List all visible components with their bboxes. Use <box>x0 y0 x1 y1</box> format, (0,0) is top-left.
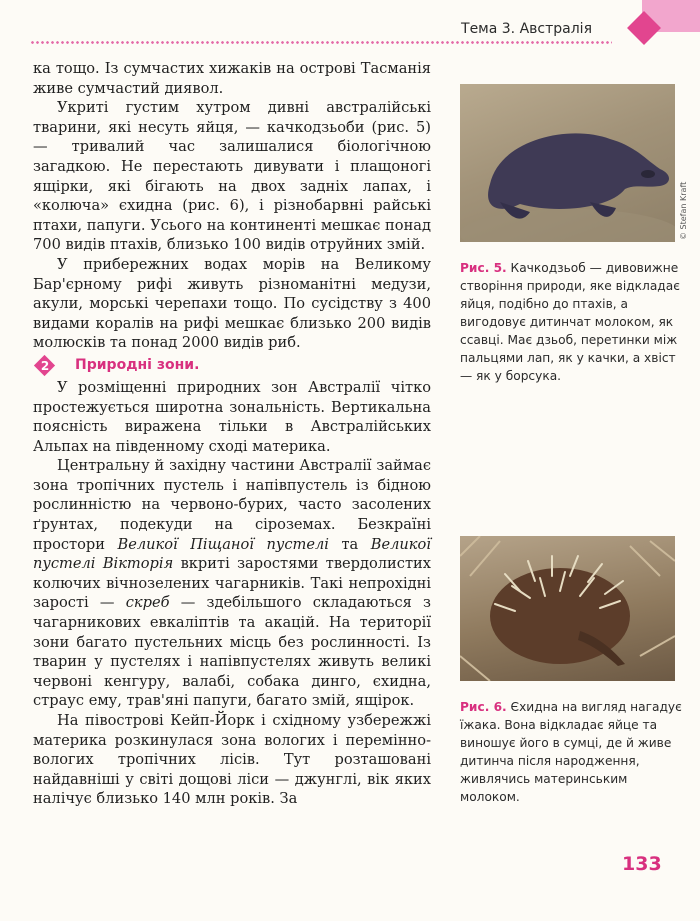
text-run: вкриті заростями твердолистих колючих вічнозелених чагарників. Такі непрохідні зарості — <box>33 555 431 612</box>
paragraph: На півострові Кейп-Йорк і східному узбережжі материка розкинулася зона вологих і перемінно-вологих тропічних лісів. Тут розташовані найдавніші у світі дощові ліси — джунглі, вік яких налічує близько 140 млн років. За <box>33 712 431 808</box>
text-run: Центральну й західну частини Австралії займає зона тропічних пустель і напівпустель із бідною рослинністю на червоно-бурих, часто засолених ґрунтах, подекуди на сіроземах. Безкраїні простори <box>33 457 431 553</box>
paragraph: У прибережних водах морів на Великому Бар'єрному рифі живуть різноманітні медузи, акули, морські черепахи тощо. По сусідству з 400 видами коралів на рифі мешкає близько 200 видів молюсків та понад 2000 видів риб. <box>33 255 431 352</box>
topic-title: Тема 3. Австралія <box>461 21 592 37</box>
italic-term: Великої пустелі Вікторія <box>33 535 431 573</box>
section-number-badge <box>35 356 55 376</box>
text-run: — здебільшого складаються з чагарникових евкаліптів та акацій. На території зони багато пустельних місць без рослинності. Із тварин у пустелях і напівпустелях живуть великі червоні кенгуру, валабі, собака динго, єхидна, страус ему, трав'яні папуги, багато змій, ящірок. <box>33 594 432 710</box>
figure-label: Рис. 5. <box>460 261 507 275</box>
page-number: 133 <box>622 853 662 875</box>
main-text-column <box>33 59 431 809</box>
paragraph <box>33 456 431 711</box>
paragraph: У розміщенні природних зон Австралії чітко простежується широтна зональність. Вертикальна поясність виражена тільки в Австралійських Альпах на південному сході материка. <box>33 378 431 455</box>
photo-credit: © Stefan Kraft <box>679 181 688 240</box>
echidna-photo <box>460 536 675 681</box>
page-header <box>0 0 700 52</box>
platypus-image <box>460 84 675 242</box>
platypus-photo <box>460 84 675 242</box>
italic-term: Великої Піщаної пустелі <box>117 535 329 553</box>
dotted-rule <box>30 40 612 45</box>
caption-text: Качкодзьоб — дивовижне створіння природи, яке відкладає яйця, подібно до птахів, а вигодовує дитинчат молоком, як ссавці. Має дзьоб, перетинки між пальцями лап, як у качки, а хвіст — як у борсука. <box>460 261 680 383</box>
section-number: 2 <box>40 358 50 373</box>
text-run: та <box>328 535 371 553</box>
section-heading <box>33 355 431 377</box>
paragraph: ка тощо. Із сумчастих хижаків на острові Тасманія живе сумчастий диявол. <box>33 60 431 97</box>
caption-text: Єхидна на вигляд нагадує їжака. Вона відкладає яйце та виношує його в сумці, де й живе дитинча після народження, живлячись материнським молоком. <box>460 700 682 804</box>
paragraph: Укриті густим хутром дивні австралійські тварини, які несуть яйця, — качкодзьоби (рис. 5) — тривалий час залишалися біологічною загадкою. Не перестають дивувати і плащоногі ящірки, які бігають на двох задніх лапах, і «колюча» єхидна (рис. 6), і різнобарвні райські птахи, папуги. Усього на континенті мешкає понад 700 видів птахів, близько 100 видів отруйних змій. <box>33 99 431 254</box>
section-title: Природні зони. <box>75 356 200 373</box>
figure-label: Рис. 6. <box>460 700 507 714</box>
italic-term: скреб <box>125 594 170 612</box>
figure-caption <box>460 698 682 806</box>
echidna-image <box>460 536 675 681</box>
figure-caption <box>460 259 682 385</box>
